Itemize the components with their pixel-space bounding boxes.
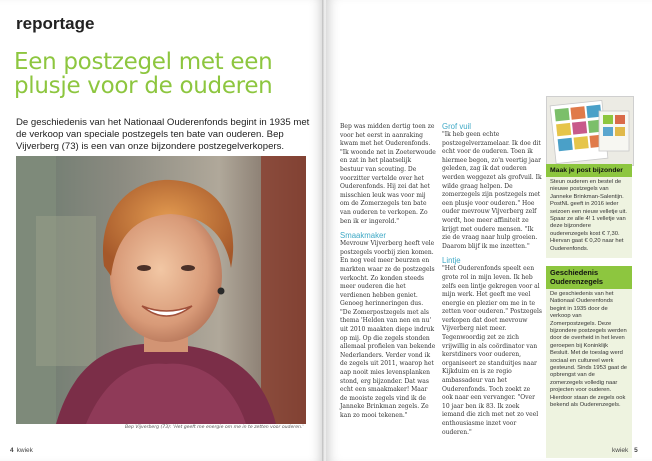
info-box-title: Geschiedenis Ouderenzegels — [546, 266, 632, 289]
article-headline: Een postzegel met een plusje voor de ouderen — [14, 49, 273, 99]
portrait-photo — [16, 156, 306, 424]
stamp-sheet-photo — [546, 96, 634, 166]
paragraph: Bep was midden dertig toen ze voor het eerst in aanraking kwam met het Ouderenfonds. "Ik woonde net in Zoeterwoude en zat in het plaatselijk bestuur van scouting. De voorzitter vertelde over het Ouderenfonds. Hij zei dat het misschien leuk was voor mij om de Zomerzegels ten bate van ouderen te verkopen. Zo ben ik er ingerold." — [340, 123, 436, 225]
info-box-body: Steun ouderen en bestel de nieuwe postzegels van Janneke Brinkman-Salentijn. PostNL geeft in 2016 ieder seizoen een nieuw velletje uit. Spaar ze alle 4! 1 velletje van deze bijzondere ouderenzegels kost € 7,30. Hiervan gaat € 0,20 naar het Ouderenfonds. — [550, 179, 628, 252]
folio-right — [612, 447, 641, 454]
subheading: Smaakmaker — [340, 231, 386, 241]
info-box-body: De geschiedenis van het Nationaal Ouderenfonds begint in 1935 door de verkoop van Zomerpostzegels. Deze bijzondere postzegels werden door de overheid in het leven geroepen bij Koninklijk Besluit. Met de toeslag werd sociaal en cultureel werk gesteund. Sinds 1953 gaat de opbrengst van de zomerzegels volledig naar projecten voor ouderen. Hierdoor staan de zegels ook bekend als Ouderenzegels. — [550, 291, 628, 409]
section-label: reportage — [16, 14, 95, 33]
page-number: 4 — [10, 447, 14, 454]
stamp-sheet-illustration — [547, 97, 633, 165]
paragraph: Mevrouw Vijverberg heeft vele postzegels voorbij zien komen. En nog veel meer beurzen en markten waar ze de postzegels verkocht. Zo konden steeds meer ouderen die het verdienen hebben geniet. Genoeg herinneringen dus. "De Zomerpostzegels met als thema 'Helden van nen en nu' uit 2010 maakten diepe indruk op mij. Op die zegels stonden allemaal profielen van bekende Nederlanders. Verder vond ik de zegels uit 2011, waarop het aap nooit mies levensplanken stond, erg bijzonder. Dat was echt een smaakmaker! Maar de mooiste zegels vind ik de Janneke Brinkman zegels. Ze kan zo mooi tekenen." — [340, 240, 436, 419]
info-box-stamps — [546, 164, 632, 258]
info-box-history — [546, 266, 632, 458]
text-column-1 — [340, 123, 436, 421]
page-number: 5 — [634, 447, 638, 454]
paragraph: "Ik heb geen echte postzegelverzamelaar. Ik doe dit echt voor de ouderen. Toen ik hiermee begon, zo'n veertig jaar geleden, zag ik dat ouderen werden weggezet als grofvuil. Ik wilde graag helpen. De zomerzegels zijn postzegels met een plusje voor ouderen." Hoe ouder mevrouw Vijverberg zelf wordt, hoe meer affiniteit ze krijgt met oudere mensen. "Ik zie de vraag naar hulp groeien. Daarom blijf ik me inzetten." — [442, 131, 542, 250]
magazine-name: kwiek — [612, 447, 629, 454]
folio-left — [10, 447, 33, 454]
subheading: Grof vuil — [442, 122, 472, 131]
text-column-2 — [442, 122, 542, 437]
left-page — [0, 0, 324, 461]
right-page — [326, 0, 652, 461]
photo-caption: Bep Vijverberg (73): 'Het geeft me energie om me in te zetten voor ouderen.' — [125, 425, 304, 430]
info-box-title: Maak je post bijzonder — [546, 164, 632, 177]
portrait-illustration — [16, 156, 306, 424]
magazine-name: kwiek — [16, 447, 33, 454]
subheading: Lintje — [442, 256, 461, 266]
paragraph: "Het Ouderenfonds speelt een grote rol in mijn leven. Ik heb zelfs een lintje gekregen voor al mijn werk. Het geeft me veel energie en plezier om me in te zetten voor ouderen." Postzegels verkopen dat doet mevrouw Vijverberg niet meer. Tegenwoordig zet ze zich vrijwillig in als coördinator van kerstdiners voor ouderen, organiseert ze standuitjes naar Kijkduim en is ze regio ambassadeur van het Ouderenfonds. Toch zoekt ze ook naar een vervanger. "Over 10 jaar ben ik 83. Ik zoek iemand die zich met net zo veel enthousiasme inzet voor ouderen." — [442, 265, 542, 436]
article-intro: De geschiedenis van het Nationaal Ouderenfonds begint in 1935 met de verkoop van speciale postzegels ten bate van ouderen. Bep Vijverberg (73) is een van onze bijzondere postzegelverkopers. — [16, 117, 310, 152]
